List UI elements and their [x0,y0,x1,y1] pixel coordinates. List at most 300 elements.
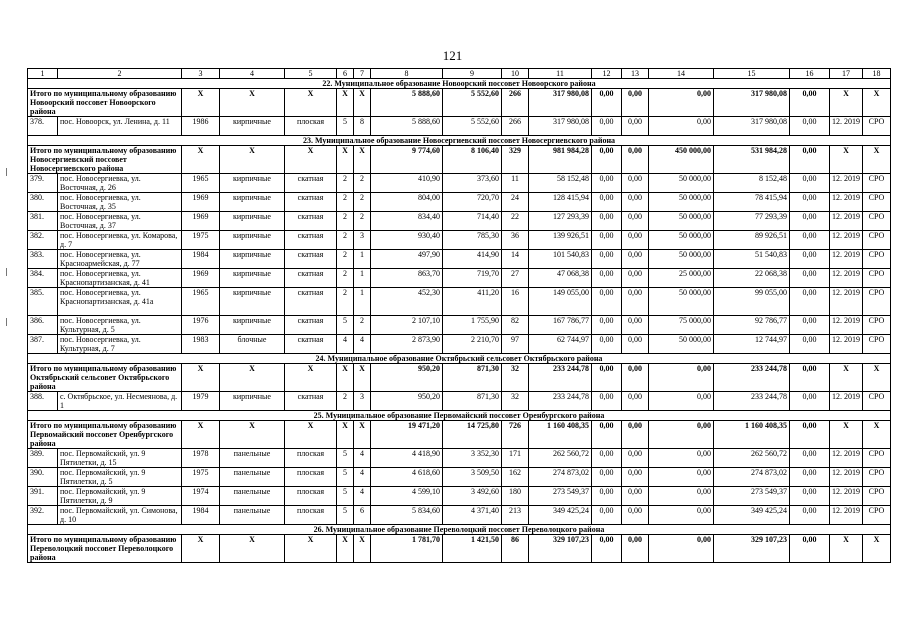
row-number: 383. [28,250,58,269]
table-cell: 1975 [182,231,220,250]
table-row [28,269,891,288]
address-cell: пос. Новосергиевка, ул. Восточная, д. 35 [58,193,182,212]
subtotal-cell: 329 107,23 [714,535,790,563]
table-cell: 1969 [182,269,220,288]
table-cell: панельные [220,506,285,525]
subtotal-cell: X [354,146,371,174]
table-cell: 50 000,00 [649,193,714,212]
subtotal-cell: 1 781,70 [371,535,443,563]
subtotal-cell: 0,00 [649,535,714,563]
subtotal-cell: 726 [502,421,529,449]
table-row [28,487,891,506]
column-header: 18 [863,69,891,79]
table-cell: 149 055,00 [529,288,592,316]
table-cell: 785,30 [443,231,502,250]
table-cell: 0,00 [622,506,649,525]
table-cell: 714,40 [443,212,502,231]
row-number: 391. [28,487,58,506]
row-number: 392. [28,506,58,525]
table-cell: 0,00 [592,449,622,468]
subtotal-cell: 9 774,60 [371,146,443,174]
table-cell: 50 000,00 [649,231,714,250]
table-cell: 1984 [182,250,220,269]
table-cell: 58 152,48 [529,174,592,193]
table-cell: 50 000,00 [649,335,714,354]
table-cell: 1979 [182,392,220,411]
subtotal-cell: X [337,364,354,392]
subtotal-cell: 1 160 408,35 [714,421,790,449]
table-cell: 0,00 [622,468,649,487]
table-cell: 2 [337,269,354,288]
table-cell: 128 415,94 [529,193,592,212]
section-heading: 25. Муниципальное образование Первомайский поссовет Оренбургского района [28,411,891,421]
table-cell: 1965 [182,174,220,193]
subtotal-cell: X [830,89,863,117]
table-cell: 4 [337,335,354,354]
table-row [28,212,891,231]
table-cell: 1976 [182,316,220,335]
table-cell: СРО [863,468,891,487]
subtotal-cell: 5 888,60 [371,89,443,117]
table-cell: 863,70 [371,269,443,288]
subtotal-cell: 0,00 [790,364,830,392]
table-cell: 0,00 [592,392,622,411]
table-cell: кирпичные [220,117,285,136]
table-cell: 2 [337,174,354,193]
table-cell: 0,00 [622,288,649,316]
table-cell: СРО [863,487,891,506]
table-cell: 1975 [182,468,220,487]
table-cell: блочные [220,335,285,354]
table-cell: 274 873,02 [529,468,592,487]
table-cell: 0,00 [592,487,622,506]
subtotal-row [28,89,891,117]
address-cell: пос. Новосергиевка, ул. Краснопартизанская, д. 41а [58,288,182,316]
table-cell: панельные [220,449,285,468]
table-row [28,288,891,316]
table-cell: 0,00 [622,231,649,250]
table-row [28,174,891,193]
section-heading-row [28,525,891,535]
table-cell: кирпичные [220,288,285,316]
table-cell: 22 068,38 [714,269,790,288]
table-cell: 8 [354,117,371,136]
table-cell: 1978 [182,449,220,468]
column-header: 12 [592,69,622,79]
table-cell: 2 [354,193,371,212]
table-cell: 2 [354,174,371,193]
table-cell: плоская [285,468,337,487]
table-cell: кирпичные [220,193,285,212]
table-cell: 12. 2019 [830,392,863,411]
subtotal-label: Итого по муниципальному образованию Переволоцкий поссовет Переволоцкого района [28,535,182,563]
table-cell: 75 000,00 [649,316,714,335]
table-cell: 262 560,72 [714,449,790,468]
column-header: 16 [790,69,830,79]
subtotal-cell: X [863,535,891,563]
subtotal-cell: 871,30 [443,364,502,392]
table-cell: 92 786,77 [714,316,790,335]
row-number: 382. [28,231,58,250]
table-cell: СРО [863,231,891,250]
table-cell: 317 980,08 [714,117,790,136]
section-heading-row [28,411,891,421]
subtotal-cell: X [337,421,354,449]
table-cell: 274 873,02 [714,468,790,487]
table-cell: 0,00 [790,288,830,316]
table-row [28,316,891,335]
table-cell: 0,00 [592,506,622,525]
table-cell: 0,00 [622,269,649,288]
table-row [28,335,891,354]
subtotal-cell: 0,00 [592,421,622,449]
table-cell: 2 [337,212,354,231]
subtotal-cell: 0,00 [649,364,714,392]
table-cell: 4 [354,335,371,354]
table-cell: 1 755,90 [443,316,502,335]
address-cell: пос. Новосергиевка, ул. Красноармейская, д. 77 [58,250,182,269]
table-cell: 12. 2019 [830,487,863,506]
subtotal-label: Итого по муниципальному образованию Новосергиевский поссовет Новосергиевского района [28,146,182,174]
table-cell: плоская [285,506,337,525]
address-cell: пос. Новосергиевка, ул. Культурная, д. 7 [58,335,182,354]
row-number: 387. [28,335,58,354]
table-cell: 410,90 [371,174,443,193]
table-cell: 497,90 [371,250,443,269]
table-cell: 0,00 [790,487,830,506]
table-cell: 0,00 [592,231,622,250]
table-cell: 0,00 [790,269,830,288]
table-cell: 14 [502,250,529,269]
subtotal-cell: 1 160 408,35 [529,421,592,449]
subtotal-cell: 0,00 [790,535,830,563]
table-cell: 1 [354,250,371,269]
table-cell: 12. 2019 [830,117,863,136]
subtotal-cell: X [182,89,220,117]
table-cell: панельные [220,487,285,506]
subtotal-cell: X [220,146,285,174]
address-cell: пос. Новосергиевка, ул. Краснопартизанская, д. 41 [58,269,182,288]
table-cell: 1969 [182,212,220,231]
section-heading: 23. Муниципальное образование Новосергиевский поссовет Новосергиевского района [28,136,891,146]
table-cell: 720,70 [443,193,502,212]
table-cell: 16 [502,288,529,316]
section-heading: 24. Муниципальное образование Октябрьский сельсовет Октябрьского района [28,354,891,364]
table-cell: 5 [337,487,354,506]
subtotal-cell: 32 [502,364,529,392]
table-cell: 4 [354,449,371,468]
address-cell: пос. Первомайский, ул. 9 Пятилетки, д. 9 [58,487,182,506]
table-cell: 317 980,08 [529,117,592,136]
table-cell: 2 [354,316,371,335]
subtotal-cell: 8 106,40 [443,146,502,174]
table-cell: кирпичные [220,392,285,411]
table-cell: 12. 2019 [830,193,863,212]
section-heading: 22. Муниципальное образование Новоорский поссовет Новоорского района [28,79,891,89]
table-cell: 0,00 [592,193,622,212]
subtotal-cell: 266 [502,89,529,117]
table-cell: 12 744,97 [714,335,790,354]
table-cell: 24 [502,193,529,212]
table-cell: 1986 [182,117,220,136]
subtotal-row [28,421,891,449]
table-cell: скатная [285,193,337,212]
subtotal-cell: X [863,364,891,392]
subtotal-cell: X [285,364,337,392]
subtotal-cell: X [830,364,863,392]
table-row [28,117,891,136]
table-cell: 0,00 [790,212,830,231]
row-number: 385. [28,288,58,316]
housing-register-table [27,68,891,563]
table-cell: скатная [285,335,337,354]
table-cell: СРО [863,174,891,193]
table-cell: 0,00 [790,117,830,136]
subtotal-cell: X [285,146,337,174]
table-cell: 0,00 [622,212,649,231]
table-cell: 0,00 [790,468,830,487]
column-header: 10 [502,69,529,79]
table-cell: панельные [220,468,285,487]
section-heading: 26. Муниципальное образование Переволоцкий поссовет Переволоцкого района [28,525,891,535]
table-row [28,193,891,212]
table-cell: 0,00 [790,506,830,525]
table-cell: 1 [354,269,371,288]
subtotal-cell: 233 244,78 [714,364,790,392]
table-cell: 5 888,60 [371,117,443,136]
table-cell: СРО [863,316,891,335]
table-cell: 0,00 [592,212,622,231]
table-cell: 50 000,00 [649,288,714,316]
table-cell: 167 786,77 [529,316,592,335]
subtotal-cell: X [220,89,285,117]
table-cell: 101 540,83 [529,250,592,269]
table-cell: 349 425,24 [529,506,592,525]
table-cell: 0,00 [790,250,830,269]
column-header: 14 [649,69,714,79]
table-cell: 12. 2019 [830,288,863,316]
table-row [28,468,891,487]
table-cell: 930,40 [371,231,443,250]
subtotal-cell: 0,00 [622,535,649,563]
subtotal-label: Итого по муниципальному образованию Новоорский поссовет Новоорского района [28,89,182,117]
subtotal-cell: X [830,146,863,174]
table-cell: СРО [863,117,891,136]
table-cell: 47 068,38 [529,269,592,288]
column-header: 17 [830,69,863,79]
table-cell: 273 549,37 [714,487,790,506]
table-cell: кирпичные [220,212,285,231]
table-cell: кирпичные [220,316,285,335]
table-cell: 262 560,72 [529,449,592,468]
subtotal-cell: 1 421,50 [443,535,502,563]
section-heading-row [28,354,891,364]
subtotal-cell: X [220,364,285,392]
table-cell: кирпичные [220,174,285,193]
table-cell: 0,00 [592,335,622,354]
address-cell: пос. Первомайский, ул. 9 Пятилетки, д. 5 [58,468,182,487]
table-cell: 12. 2019 [830,468,863,487]
table-cell: 950,20 [371,392,443,411]
subtotal-cell: 0,00 [592,364,622,392]
table-cell: 273 549,37 [529,487,592,506]
subtotal-cell: 0,00 [649,89,714,117]
table-cell: 2 [337,392,354,411]
address-cell: пос. Новосергиевка, ул. Восточная, д. 26 [58,174,182,193]
subtotal-cell: X [182,421,220,449]
column-header: 6 [337,69,354,79]
table-cell: 0,00 [790,193,830,212]
table-cell: 0,00 [790,449,830,468]
address-cell: пос. Новоорск, ул. Ленина, д. 11 [58,117,182,136]
subtotal-cell: 317 980,08 [529,89,592,117]
table-cell: плоская [285,487,337,506]
table-cell: 5 552,60 [443,117,502,136]
subtotal-label: Итого по муниципальному образованию Первомайский поссовет Оренбургского района [28,421,182,449]
column-header: 1 [28,69,58,79]
page-number: 121 [442,48,463,63]
address-cell: пос. Новосергиевка, ул. Культурная, д. 5 [58,316,182,335]
table-cell: 62 744,97 [529,335,592,354]
table-cell: 0,00 [622,117,649,136]
subtotal-cell: 0,00 [592,535,622,563]
address-cell: пос. Первомайский, ул. Симонова, д. 10 [58,506,182,525]
table-cell: 0,00 [622,487,649,506]
table-cell: 0,00 [592,269,622,288]
subtotal-cell: X [354,89,371,117]
section-heading-row [28,79,891,89]
row-number: 384. [28,269,58,288]
address-cell: пос. Новосергиевка, ул. Восточная, д. 37 [58,212,182,231]
table-cell: кирпичные [220,269,285,288]
subtotal-cell: 0,00 [622,421,649,449]
table-cell: 1984 [182,506,220,525]
subtotal-cell: X [830,421,863,449]
subtotal-cell: 0,00 [592,146,622,174]
table-cell: 77 293,39 [714,212,790,231]
table-cell: плоская [285,449,337,468]
table-cell: 97 [502,335,529,354]
subtotal-cell: 0,00 [622,364,649,392]
table-cell: 2 873,90 [371,335,443,354]
subtotal-cell: X [337,535,354,563]
table-cell: 12. 2019 [830,335,863,354]
table-cell: 0,00 [649,506,714,525]
row-number: 386. [28,316,58,335]
table-cell: 0,00 [649,468,714,487]
subtotal-cell: X [337,89,354,117]
subtotal-cell: X [182,535,220,563]
table-cell: 0,00 [622,449,649,468]
subtotal-cell: 329 107,23 [529,535,592,563]
table-cell: 3 [354,392,371,411]
subtotal-cell: 19 471,20 [371,421,443,449]
table-cell: 4 599,10 [371,487,443,506]
subtotal-cell: X [863,89,891,117]
column-header: 11 [529,69,592,79]
table-cell: 0,00 [649,487,714,506]
column-header: 4 [220,69,285,79]
table-cell: 213 [502,506,529,525]
table-cell: 8 152,48 [714,174,790,193]
subtotal-row [28,364,891,392]
table-cell: 5 [337,449,354,468]
table-cell: 32 [502,392,529,411]
table-cell: 4 418,90 [371,449,443,468]
address-cell: с. Октябрьское, ул. Несмеянова, д. 1 [58,392,182,411]
table-cell: 99 055,00 [714,288,790,316]
table-cell: 0,00 [622,392,649,411]
table-cell: 1983 [182,335,220,354]
table-cell: 12. 2019 [830,506,863,525]
table-cell: 0,00 [592,117,622,136]
table-cell: 22 [502,212,529,231]
subtotal-cell: X [337,146,354,174]
table-cell: 2 107,10 [371,316,443,335]
table-row [28,231,891,250]
table-cell: 373,60 [443,174,502,193]
table-cell: 349 425,24 [714,506,790,525]
table-cell: 3 509,50 [443,468,502,487]
table-cell: 0,00 [592,288,622,316]
table-cell: СРО [863,288,891,316]
table-cell: 25 000,00 [649,269,714,288]
table-cell: 50 000,00 [649,174,714,193]
table-cell: скатная [285,250,337,269]
column-header: 2 [58,69,182,79]
address-cell: пос. Новосергиевка, ул. Комарова, д. 7 [58,231,182,250]
table-cell: 5 [337,468,354,487]
table-cell: 50 000,00 [649,250,714,269]
table-cell: 162 [502,468,529,487]
subtotal-row [28,146,891,174]
table-cell: 1974 [182,487,220,506]
subtotal-cell: X [354,364,371,392]
table-cell: скатная [285,269,337,288]
table-cell: 0,00 [622,193,649,212]
table-cell: плоская [285,117,337,136]
table-cell: 266 [502,117,529,136]
subtotal-cell: 329 [502,146,529,174]
table-cell: 0,00 [649,392,714,411]
subtotal-cell: 317 980,08 [714,89,790,117]
table-cell: 452,30 [371,288,443,316]
subtotal-cell: 0,00 [592,89,622,117]
table-cell: 2 [337,288,354,316]
table-cell: 6 [354,506,371,525]
table-cell: 2 [337,193,354,212]
table-cell: 0,00 [622,316,649,335]
table-cell: 0,00 [622,250,649,269]
table-cell: скатная [285,392,337,411]
table-cell: 0,00 [790,231,830,250]
scan-edge-mark [6,318,7,326]
table-cell: кирпичные [220,231,285,250]
table-cell: 414,90 [443,250,502,269]
table-cell: 3 352,30 [443,449,502,468]
row-number: 388. [28,392,58,411]
table-cell: скатная [285,174,337,193]
table-cell: СРО [863,392,891,411]
table-cell: 411,20 [443,288,502,316]
table-cell: СРО [863,250,891,269]
table-cell: 127 293,39 [529,212,592,231]
column-header: 9 [443,69,502,79]
subtotal-cell: X [285,535,337,563]
table-cell: 0,00 [592,250,622,269]
table-cell: 78 415,94 [714,193,790,212]
table-cell: 719,70 [443,269,502,288]
